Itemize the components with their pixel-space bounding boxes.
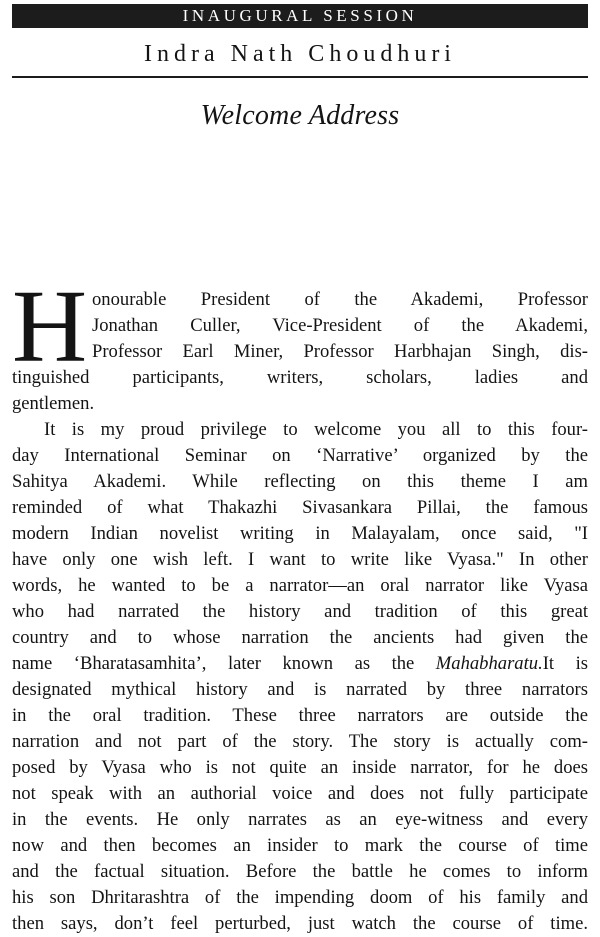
author-name: Indra Nath Choudhuri bbox=[144, 41, 456, 67]
text-line: modern Indian novelist writing in Malayalam, once said, "I bbox=[12, 523, 588, 544]
text-line: onourable President of the Akademi, Professor bbox=[92, 289, 588, 310]
text-line: then says, don’t feel perturbed, just watch the course of time. bbox=[12, 913, 588, 934]
text-line: posed by Vyasa who is not quite an inside narrator, for he does bbox=[12, 757, 588, 778]
text-line: in the events. He only narrates as an eye-witness and every bbox=[12, 809, 588, 830]
text-line: Jonathan Culler, Vice-President of the Akademi, bbox=[92, 315, 588, 336]
text-line: have only one wish left. I want to write like Vyasa." In other bbox=[12, 549, 588, 570]
text-line: Sahitya Akademi. While reflecting on this theme I am bbox=[12, 471, 588, 492]
text-line: designated mythical history and is narrated by three narrators bbox=[12, 679, 588, 700]
text-line: tinguished participants, writers, scholars, ladies and bbox=[12, 367, 588, 388]
text-line: narration and not part of the story. The story is actually com- bbox=[12, 731, 588, 752]
header-divider bbox=[12, 76, 588, 78]
text-segment: name ‘Bharatasamhita’, later known as the bbox=[12, 653, 415, 674]
italic-title: Mahabharatu. bbox=[435, 653, 543, 674]
text-line: not speak with an authorial voice and does not fully participate bbox=[12, 783, 588, 804]
text-line: reminded of what Thakazhi Sivasankara Pillai, the famous bbox=[12, 497, 588, 518]
text-line bbox=[12, 651, 588, 677]
section-header-bar bbox=[12, 4, 588, 28]
text-line: words, he wanted to be a narrator—an oral narrator like Vyasa bbox=[12, 575, 588, 596]
text-line: his son Dhritarashtra of the impending doom of his family and bbox=[12, 887, 588, 908]
text-line: gentlemen. bbox=[12, 393, 95, 414]
text-line: Professor Earl Miner, Professor Harbhajan Singh, dis- bbox=[92, 341, 588, 362]
drop-cap: H bbox=[12, 269, 88, 384]
text-line: who had narrated the history and tradition of this great bbox=[12, 601, 588, 622]
text-line: and the factual situation. Before the battle he comes to inform bbox=[12, 861, 588, 882]
text-line: It is my proud privilege to welcome you all to this four- bbox=[44, 419, 588, 440]
text-line: day International Seminar on ‘Narrative’ organized by the bbox=[12, 445, 588, 466]
text-line: country and to whose narration the ancients had given the bbox=[12, 627, 588, 648]
section-label: INAUGURAL SESSION bbox=[182, 6, 418, 25]
page-title: Welcome Address bbox=[200, 100, 400, 131]
text-segment: It is bbox=[542, 653, 588, 674]
text-line: in the oral tradition. These three narrators are outside the bbox=[12, 705, 588, 726]
text-line: now and then becomes an insider to mark the course of time bbox=[12, 835, 588, 856]
